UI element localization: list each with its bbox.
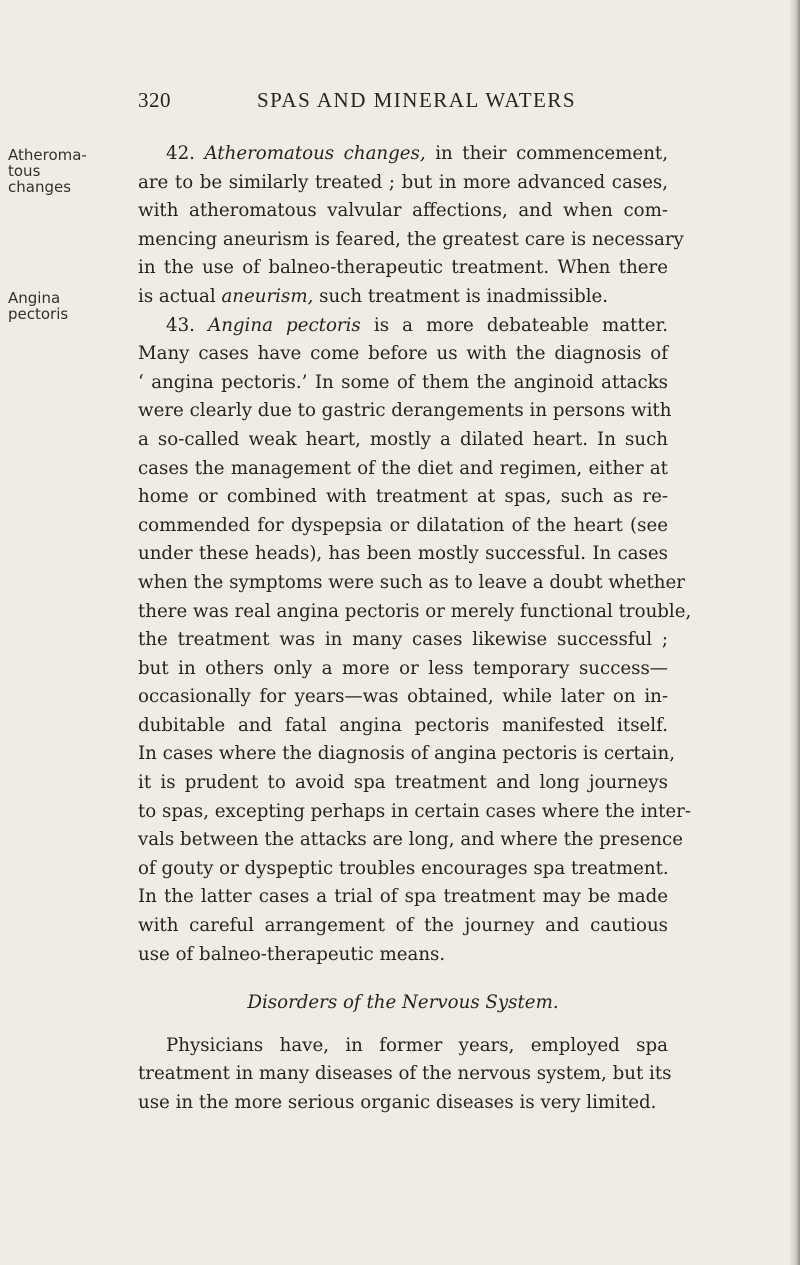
italic-term: aneurism, [221,285,314,307]
text-line: it is prudent to avoid spa treatment and long journeys [138,772,668,794]
text-line: use in the more serious organic diseases is very limited. [138,1092,657,1113]
italic-term: Atheromatous changes, [204,143,426,164]
text-line: when the symptoms were such as to leave a doubt whether [138,571,685,593]
text-line: of gouty or dyspeptic troubles encourages spa treatment. [138,857,669,879]
text-line: ‘ angina pectoris.’ In some of them the anginoid attacks [138,371,668,393]
text-line: 43. Angina pectoris is a more debateable matter. [166,314,668,336]
section-heading: Disorders of the Nervous System. [247,992,559,1014]
text-line: treatment in many diseases of the nervous system, but its [138,1063,672,1085]
text-line: is actual aneurism, such treatment is inadmissible. [138,285,609,307]
text-line: In the latter cases a trial of spa treatment may be made [138,886,668,908]
text-line: Physicians have, in former years, employed spa [166,1034,668,1056]
margin-note-line: pectoris [8,305,69,323]
text-line: 42. Atheromatous changes, in their commencement, [166,143,668,164]
text-line: with careful arrangement of the journey and cautious [138,915,668,937]
text-line: in the use of balneo-therapeutic treatment. When there [138,257,668,279]
text-line: In cases where the diagnosis of angina pectoris is certain, [138,743,675,765]
text-line: use of balneo-therapeutic means. [138,943,446,965]
margin-note-angina [8,290,108,322]
running-title: SPAS AND MINERAL WATERS [257,88,577,112]
text-line: but in others only a more or less temporary success— [138,657,668,679]
text-line: occasionally for years—was obtained, while later on in- [138,686,668,708]
page-header [0,88,800,118]
paragraph-42 [138,140,684,312]
text-line: Many cases have come before us with the diagnosis of [138,343,668,365]
text-line: vals between the attacks are long, and where the presence [138,829,684,851]
margin-note-line: tous [8,162,41,180]
paragraph-43 [138,312,692,970]
margin-note-atheromatous [8,147,108,195]
main-text [138,140,692,1118]
text-line: were clearly due to gastric derangements in persons with [138,400,672,422]
margin-note-line: changes [8,178,72,196]
text-line: to spas, excepting perhaps in certain cases where the inter- [138,800,691,822]
page-edge-shadow [790,0,800,1265]
text-line: cases the management of the diet and regimen, either at [138,457,668,479]
text-line: home or combined with treatment at spas, such as re- [138,486,668,508]
italic-term: Angina pectoris [208,314,361,336]
text-line: are to be similarly treated ; but in more advanced cases, [138,171,668,193]
margin-note-line: Angina [8,289,61,307]
text-line: a so-called weak heart, mostly a dilated heart. In such [138,428,668,450]
text-line: with atheromatous valvular affections, and when com- [138,200,668,222]
text-line: dubitable and fatal angina pectoris manifested itself. [138,714,668,736]
margin-note-line: Atheroma- [8,146,87,164]
text-line: the treatment was in many cases likewise successful ; [138,629,668,651]
text-line: under these heads), has been mostly successful. In cases [138,543,668,565]
text-line: there was real angina pectoris or merely functional trouble, [138,600,692,622]
page-number: 320 [138,88,171,112]
text-line: mencing aneurism is feared, the greatest care is necessary [138,228,684,250]
text-line: commended for dyspepsia or dilatation of the heart (see [138,514,668,536]
paragraph-nervous-system [138,1032,672,1118]
